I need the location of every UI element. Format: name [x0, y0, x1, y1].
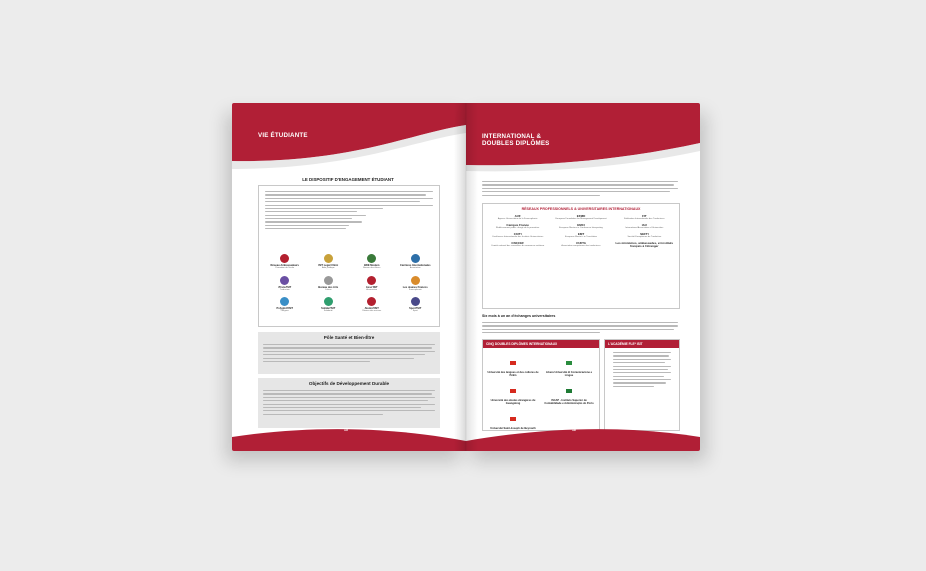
- association-name: Carrières Internationales: [399, 264, 431, 267]
- association-logo-icon: [411, 254, 420, 263]
- association-logo-icon: [280, 297, 289, 306]
- association-caption: Promotion de l'école: [275, 267, 295, 269]
- network-description: Comité national des conseillers du commerce extérieur: [491, 245, 545, 248]
- right-section-title-line1: INTERNATIONAL &: [482, 133, 542, 140]
- network-description: Conférence Internationale des Instituts Universitaires: [492, 236, 544, 239]
- network-name: CNCCEF: [511, 241, 524, 245]
- association-caption: Association: [409, 267, 421, 269]
- right-page-number: 16: [572, 428, 576, 432]
- networks-box: [482, 203, 680, 309]
- network-name: Campus France: [506, 223, 529, 227]
- university-name: Université des langues et des cultures de Pékin: [487, 371, 539, 377]
- university-entry: [543, 353, 595, 377]
- network-name: CIUTI: [513, 232, 522, 236]
- network-entry: [551, 242, 610, 249]
- association-caption: Francophonie: [408, 288, 422, 291]
- association-caption: Solidarité: [323, 310, 333, 312]
- network-entry: [488, 233, 547, 239]
- association-logo: [352, 297, 392, 313]
- odd-box: [258, 378, 440, 428]
- university-name: Université Saint-Joseph de Beyrouth: [490, 427, 536, 430]
- network-description: European Masters in Conference Interpreting: [559, 227, 603, 230]
- network-entry: [488, 242, 547, 249]
- academie-title: L'ACADÉMIE FLE* ISIT: [605, 340, 679, 348]
- engagement-text: [265, 191, 433, 232]
- network-name: IAU: [641, 223, 647, 227]
- university-name: Libera Università di Comunicazione e Lingue: [545, 371, 593, 377]
- association-logo-icon: [411, 297, 420, 306]
- association-logo: [309, 276, 349, 292]
- network-description: European Master's in Translation: [565, 236, 597, 239]
- echanges-title: Six mois à un an d'échanges universitaires: [482, 314, 556, 318]
- right-section-title: [482, 133, 550, 147]
- association-logo-icon: [280, 276, 289, 285]
- network-entry: [488, 215, 547, 221]
- association-caption: Association: [366, 288, 378, 291]
- network-entry: [615, 215, 674, 221]
- left-footer-band: [232, 423, 466, 451]
- network-description: European Foundation for Management Development: [555, 218, 607, 221]
- odd-text: [263, 390, 435, 417]
- university-entry: [487, 353, 539, 377]
- network-entry: [488, 224, 547, 230]
- universities-grid: [483, 348, 599, 435]
- network-description: Agence Universitaire de la Francophonie: [497, 218, 538, 221]
- dispositif-title: LE DISPOSITIF D'ENGAGEMENT ÉTUDIANT: [302, 177, 394, 182]
- university-name: Université des études étrangères du Guangdong: [490, 399, 536, 405]
- network-name: EMCI: [577, 223, 585, 227]
- association-name: Bureau des Arts: [318, 285, 339, 289]
- association-logo-icon: [324, 276, 333, 285]
- networks-title: RÉSEAUX PROFESSIONNELS & UNIVERSITAIRES INTERNATIONAUX: [521, 207, 641, 211]
- association-logo-icon: [280, 254, 289, 263]
- right-section-title-line2: DOUBLES DIPLÔMES: [482, 140, 550, 147]
- association-logo-icon: [411, 276, 420, 285]
- left-page-number: 15: [344, 428, 348, 432]
- association-name: Les Jeunes Francos: [402, 285, 428, 289]
- network-name: AUF: [514, 214, 521, 218]
- association-name: ISIT Legal Clinic: [318, 264, 339, 267]
- association-caption: Culture: [324, 288, 332, 291]
- association-caption: Bureau des élèves: [363, 267, 381, 269]
- right-footer-band: [466, 423, 700, 451]
- association-logo: [309, 254, 349, 270]
- flag-icon: [566, 389, 572, 393]
- sante-box: [258, 332, 440, 374]
- university-entry: [487, 381, 539, 405]
- flag-icon: [510, 361, 516, 365]
- association-caption: Langues: [280, 310, 289, 312]
- university-name: ISCAP - Instituto Superior de Contabilidade e Administração do Porto: [544, 399, 594, 405]
- network-name: SEFTI: [640, 232, 649, 236]
- right-page: [466, 103, 700, 451]
- association-caption: Sport: [412, 310, 418, 312]
- network-description: Établissement public chargé de la promotion: [496, 227, 540, 230]
- academie-text: [613, 352, 671, 389]
- association-caption: Traduction: [279, 288, 290, 291]
- open-brochure: [232, 103, 700, 463]
- flag-icon: [510, 417, 516, 421]
- association-name: Alumni'ISIT: [364, 307, 379, 310]
- university-entry: [543, 381, 595, 405]
- association-logo: [396, 276, 436, 292]
- association-name: Sport'ISIT: [409, 307, 422, 310]
- association-logo: [309, 297, 349, 313]
- network-name: FIT: [642, 214, 647, 218]
- association-name: Polyglott'ISIT: [276, 307, 293, 310]
- association-name: Asso'ISIT: [365, 285, 378, 289]
- doubles-title: CINQ DOUBLES DIPLÔMES INTERNATIONAUX: [483, 340, 599, 348]
- left-section-title: VIE ÉTUDIANTE: [258, 132, 308, 139]
- intro-text: [482, 181, 678, 198]
- association-name: Réseau Ambassadeurs: [270, 264, 299, 267]
- association-logo-icon: [367, 254, 376, 263]
- networks-grid: [488, 215, 674, 249]
- odd-title: Objectifs de Développement Durable: [308, 381, 390, 386]
- flag-icon: [510, 389, 516, 393]
- network-name: CUIITA: [576, 241, 586, 245]
- network-entry: [551, 224, 610, 230]
- echanges-text: [482, 322, 678, 336]
- association-logo: [265, 276, 305, 292]
- network-description: Association européenne des traducteurs: [561, 245, 601, 248]
- network-description: Société Européenne de Traduction: [627, 236, 662, 239]
- doubles-box: [482, 339, 600, 431]
- association-logo-icon: [367, 297, 376, 306]
- left-page: [232, 103, 466, 451]
- association-logo: [265, 254, 305, 270]
- association-logo: [352, 276, 392, 292]
- sante-text: [263, 344, 435, 364]
- network-name: EFMD: [576, 214, 586, 218]
- association-logo-icon: [324, 254, 333, 263]
- network-entry: [551, 233, 610, 239]
- network-name: EMT: [577, 232, 585, 236]
- association-logo: [352, 254, 392, 270]
- flag-icon: [566, 361, 572, 365]
- network-description: Fédération Internationale des Traducteurs: [624, 218, 665, 221]
- association-caption: Réseau des anciens: [362, 310, 382, 312]
- association-caption: Aide juridique: [321, 267, 335, 269]
- network-name: Les ministères, ambassades, et instituts français à l'étranger: [615, 241, 674, 249]
- network-description: International Association of Universities: [625, 227, 664, 230]
- association-name: Solidar'ISIT: [321, 307, 336, 310]
- association-logo: [265, 297, 305, 313]
- association-logos: [265, 254, 435, 313]
- network-entry: [615, 242, 674, 249]
- association-logo: [396, 297, 436, 313]
- network-entry: [615, 224, 674, 230]
- engagement-box: [258, 185, 440, 327]
- association-name: iTrans'ISIT: [278, 285, 292, 289]
- association-logo-icon: [324, 297, 333, 306]
- academie-box: [604, 339, 680, 431]
- sante-title: Pôle Santé et Bien-Être: [323, 335, 375, 340]
- network-entry: [615, 233, 674, 239]
- association-logo-icon: [367, 276, 376, 285]
- association-logo: [396, 254, 436, 270]
- association-name: BDE Modem: [364, 264, 380, 267]
- network-entry: [551, 215, 610, 221]
